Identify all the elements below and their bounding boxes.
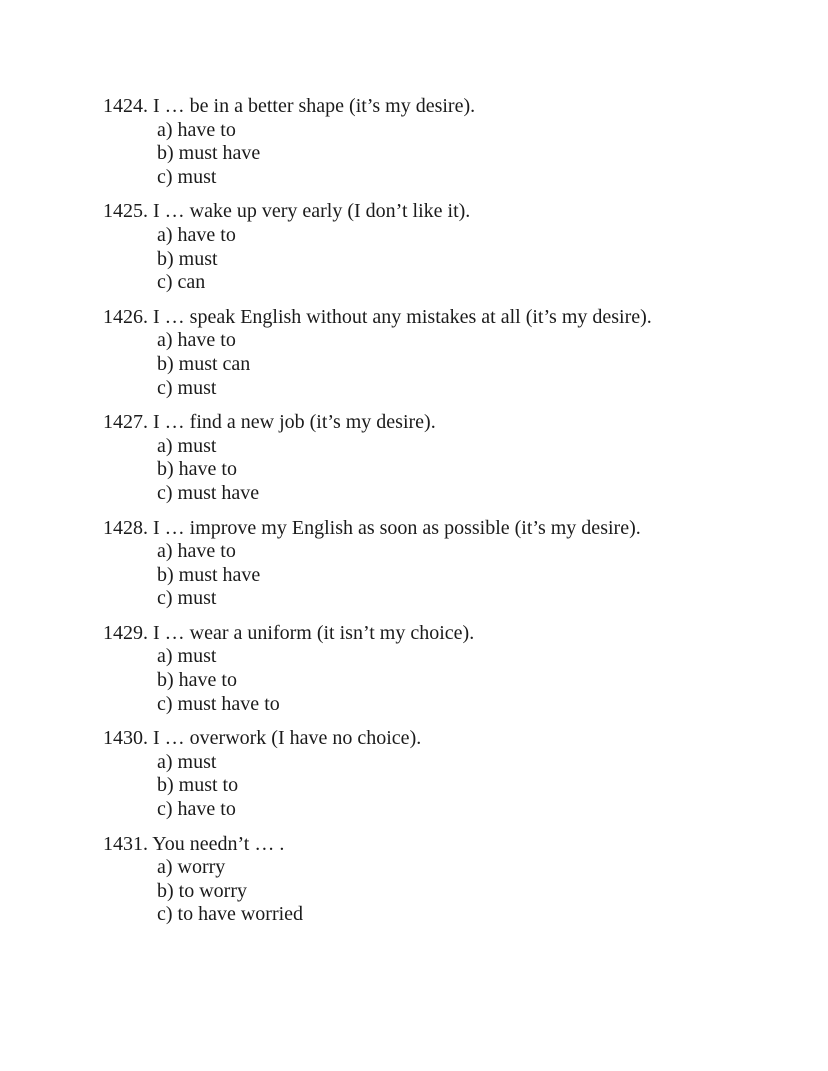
options-list — [103, 224, 788, 295]
options-list — [103, 329, 788, 400]
question-text: I … overwork (I have no choice). — [153, 727, 422, 750]
answer-option: c) must have — [157, 481, 260, 504]
question-text: You needn’t … . — [152, 832, 285, 855]
options-list — [103, 119, 788, 190]
answer-option: b) must — [157, 247, 218, 270]
question-prompt — [103, 411, 788, 435]
answer-option: c) must — [157, 165, 217, 188]
question-number: 1431. — [103, 832, 148, 855]
question-number: 1426. — [103, 305, 148, 328]
question-text: I … wear a uniform (it isn’t my choice). — [153, 621, 475, 644]
question-prompt — [103, 622, 788, 646]
question-text: I … be in a better shape (it’s my desire). — [153, 95, 476, 117]
question-item-1424 — [103, 95, 788, 189]
answer-option: a) have to — [157, 223, 236, 246]
answer-option: a) have to — [157, 118, 236, 141]
answer-option: b) must have — [157, 142, 261, 165]
answer-option: b) have to — [157, 458, 237, 481]
options-list — [103, 435, 788, 506]
question-prompt — [103, 95, 788, 119]
question-item-1426 — [103, 306, 788, 400]
answer-option: a) must — [157, 434, 217, 457]
question-number: 1424. — [103, 95, 148, 117]
answer-option: b) must have — [157, 563, 261, 586]
question-item-1425 — [103, 200, 788, 294]
options-list — [103, 645, 788, 716]
question-prompt — [103, 200, 788, 224]
question-text: I … speak English without any mistakes at all (it’s my desire). — [153, 305, 652, 328]
question-item-1427 — [103, 411, 788, 505]
question-item-1428 — [103, 517, 788, 611]
answer-option: a) have to — [157, 540, 236, 563]
question-prompt — [103, 517, 788, 541]
question-prompt — [103, 306, 788, 330]
answer-option: c) can — [157, 271, 206, 294]
question-text: I … find a new job (it’s my desire). — [153, 411, 436, 434]
question-number: 1430. — [103, 727, 148, 750]
answer-option: c) must — [157, 376, 217, 399]
question-prompt — [103, 727, 788, 751]
question-number: 1425. — [103, 200, 148, 223]
question-item-1429 — [103, 622, 788, 716]
answer-option: a) worry — [157, 856, 226, 879]
answer-option: b) must to — [157, 774, 239, 797]
question-item-1431 — [103, 833, 788, 927]
options-list — [103, 540, 788, 611]
question-number: 1427. — [103, 411, 148, 434]
answer-option: b) to worry — [157, 879, 247, 902]
answer-option: a) must — [157, 645, 217, 668]
answer-option: c) must — [157, 587, 217, 610]
answer-option: c) must have to — [157, 692, 280, 715]
answer-option: c) have to — [157, 798, 236, 821]
answer-option: a) must — [157, 750, 217, 773]
options-list — [103, 856, 788, 927]
question-number: 1429. — [103, 621, 148, 644]
question-prompt — [103, 833, 788, 857]
question-item-1430 — [103, 727, 788, 821]
question-number: 1428. — [103, 516, 148, 539]
answer-option: c) to have worried — [157, 903, 304, 926]
question-text: I … improve my English as soon as possible (it’s my desire). — [153, 516, 641, 539]
question-text: I … wake up very early (I don’t like it). — [153, 200, 471, 223]
options-list — [103, 751, 788, 822]
answer-option: b) have to — [157, 669, 237, 692]
answer-option: a) have to — [157, 329, 236, 352]
answer-option: b) must can — [157, 352, 251, 375]
